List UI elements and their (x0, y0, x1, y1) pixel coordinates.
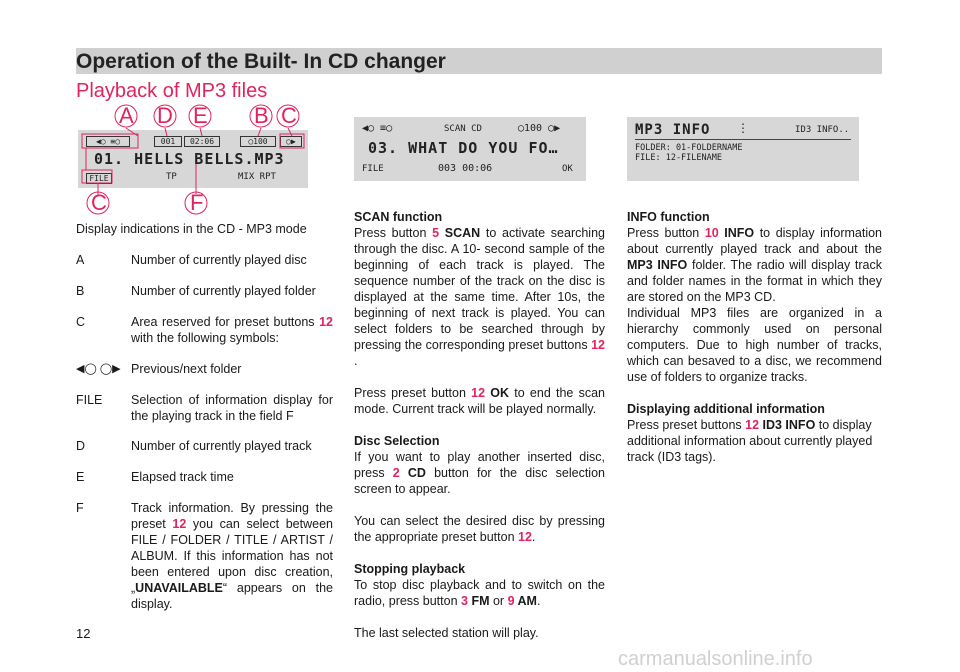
additional-info-paragraph: Press preset buttons 12 ID3 INFO to display additional information about currently played track (ID3 tags). (627, 418, 873, 464)
info-display-divider (635, 139, 851, 140)
display-elapsed-time: 02:06 (184, 136, 220, 147)
page-subtitle: Playback of MP3 files (76, 80, 268, 102)
callout-d: D (157, 103, 173, 128)
scan-paragraph-2: Press preset button 12 OK to end the scan mode. Current track will be played normally. (354, 386, 605, 416)
definition-key: D (76, 439, 86, 453)
info-display-dots: ⋮ (737, 121, 749, 135)
info-display-file: FILE: 12-FILENAME (635, 153, 722, 163)
watermark: carmanualsonline.info (618, 648, 813, 670)
definition-value: Elapsed track time (131, 470, 234, 484)
scan-display-ok: OK (562, 164, 573, 174)
display-nav-next-symbols: ◯▶ (280, 136, 302, 147)
col2-text (354, 209, 605, 641)
definition-value: Area reserved for preset buttons 12 with the following symbols: (131, 315, 333, 345)
scan-display-file: FILE (362, 164, 384, 174)
mp3-mode-display (78, 130, 308, 188)
definition-value: Number of currently played folder (131, 284, 316, 298)
definition-key: C (76, 315, 86, 329)
disc-selection-heading: Disc Selection (354, 434, 440, 448)
definition-key: ◀◯ ◯▶ (76, 363, 121, 375)
definition-key: B (76, 284, 85, 298)
definition-value: Track information. By pressing the preset 12 you can select between FILE / FOLDER / TITLE / ARTIST / ALBUM. If this information has not been entered upon disc creation, „UNAVAILABLE“ appears on the display. (131, 501, 333, 611)
scan-display-mode: SCAN CD (444, 124, 482, 134)
scan-display-track: 03. WHAT DO YOU FO… (368, 139, 559, 157)
scan-heading: SCAN function (354, 210, 443, 224)
stop-paragraph-2: The last selected station will play. (354, 626, 539, 640)
info-display-title: MP3 INFO (635, 122, 711, 138)
definition-key: E (76, 470, 85, 484)
callout-e: E (193, 103, 208, 128)
stopping-playback-heading: Stopping playback (354, 562, 466, 576)
definition-value: Number of currently played disc (131, 253, 307, 267)
info-paragraph-2: Individual MP3 files are organized in a hierarchy commonly used on personal computers. Due to high number of tracks, which can besaved to a disc, we recommend use of folders to organize tracks. (627, 306, 882, 384)
callout-a: A (119, 103, 134, 128)
mp3-info-display (627, 117, 859, 181)
definition-value: Previous/next folder (131, 362, 242, 376)
callout-c-top: C (281, 103, 297, 128)
display-mix-rpt: MIX RPT (238, 172, 276, 182)
disc-paragraph-1: If you want to play another inserted disc, press 2 CD button for the disc selection screen to appear. (354, 450, 605, 496)
disc-paragraph-2: You can select the desired disc by pressing the appropriate preset button 12. (354, 514, 605, 544)
info-function-heading: INFO function (627, 210, 710, 224)
display-folder-number: ◯100 (240, 136, 276, 147)
scan-display-track-time: 003 00:06 (438, 163, 493, 174)
scan-display-icons: ◀◯ ≡◯ (362, 123, 393, 134)
callout-c-bottom: C (91, 190, 107, 215)
info-paragraph-1: Press button 10 INFO to display information about currently played track and about the MP3 INFO folder. The radio will display track and folder names in the format in which they are stored on the MP3 CD. (627, 226, 882, 304)
definition-key: F (76, 501, 84, 515)
additional-info-heading: Displaying additional information (627, 402, 825, 416)
display-nav-prev-symbols: ◀◯ ≡◯ (86, 136, 130, 147)
callout-f: F (190, 190, 204, 215)
col3-text (627, 209, 882, 465)
display-tp: TP (166, 172, 177, 182)
stop-paragraph-1: To stop disc playback and to switch on the radio, press button 3 FM or 9 AM. (354, 578, 605, 608)
info-display-id3: ID3 INFO.. (795, 125, 850, 135)
scan-cd-display (354, 117, 586, 181)
definition-value: Number of currently played track (131, 439, 312, 453)
col1-intro: Display indications in the CD - MP3 mode (76, 222, 307, 236)
callout-b: B (254, 103, 269, 128)
scan-paragraph-1: Press button 5 SCAN to activate searching through the disc. A 10- second sample of the beginning of each track is played. The sequence number of the track on the disc is displayed at the same time. After 10s, the beginning of next track is played. You can select folders to be searched through by pressing the corresponding preset buttons 12 . (354, 226, 605, 368)
section-header-bar (76, 48, 882, 74)
scan-display-folder: ◯100 ◯▶ (518, 123, 561, 134)
display-disc-number: 001 (154, 136, 182, 147)
definition-value: Selection of information display for the playing track in the field F (131, 393, 333, 423)
definition-key: FILE (76, 393, 103, 407)
definition-key: A (76, 253, 85, 267)
info-display-folder: FOLDER: 01-FOLDERNAME (635, 143, 743, 153)
display-file-field: FILE (86, 173, 112, 184)
page-number: 12 (76, 626, 91, 641)
section-title: Operation of the Built- In CD changer (76, 50, 446, 73)
display-track-name: 01. HELLS BELLS.MP3 (94, 150, 285, 168)
